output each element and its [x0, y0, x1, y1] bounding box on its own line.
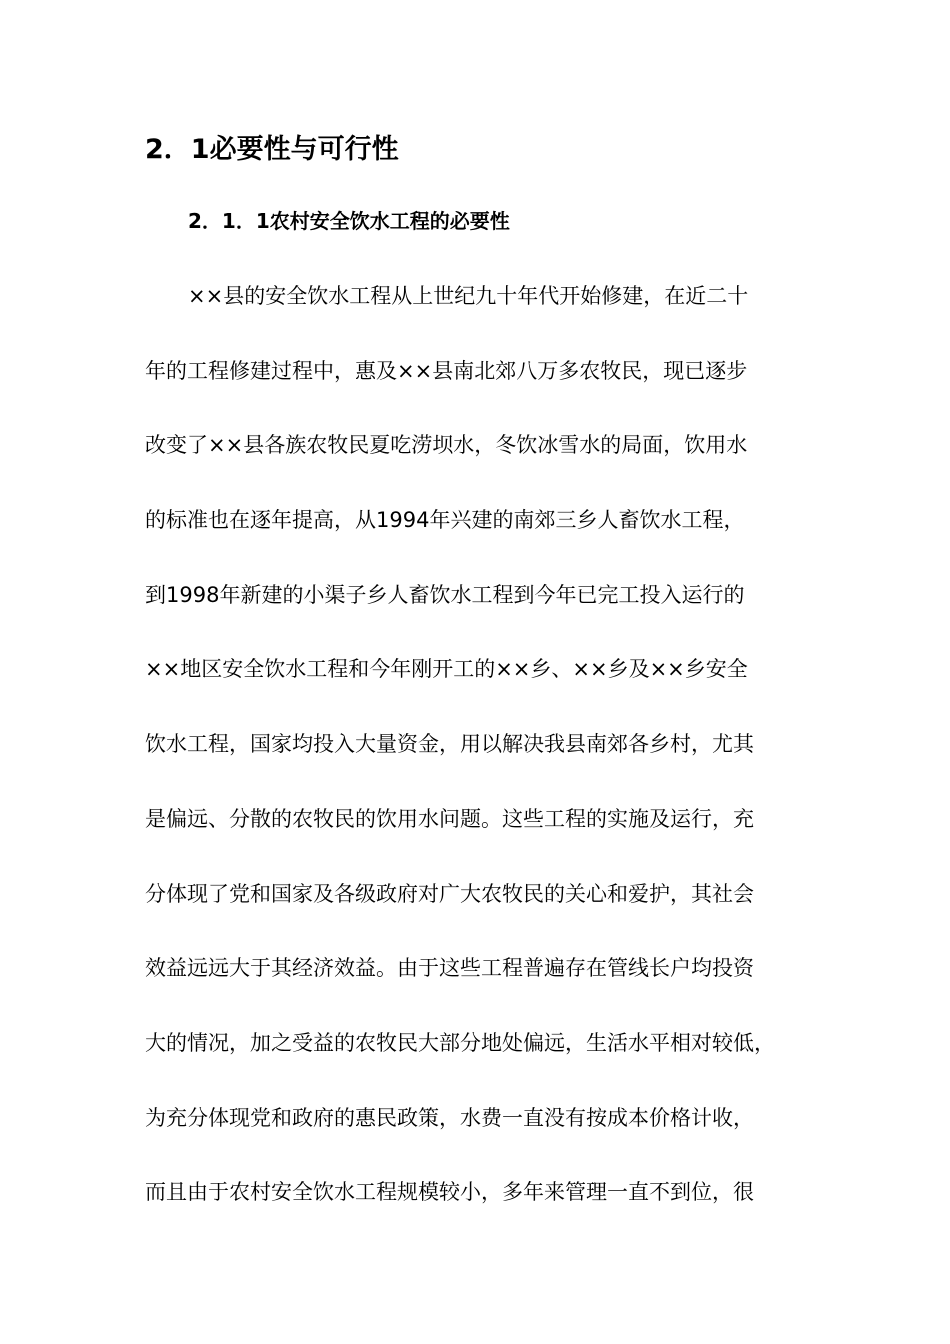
body-paragraph — [145, 271, 810, 1242]
paragraph-line: 效益远远大于其经济效益。由于这些工程普遍存在管线长户均投资 — [145, 956, 754, 981]
paragraph-line: 饮水工程，国家均投入大量资金，用以解决我县南郊各乡村，尤其 — [145, 732, 754, 757]
paragraph-line: ××县的安全饮水工程从上世纪九十年代开始修建，在近二十 — [188, 284, 749, 308]
subsection-heading: 2．1．1农村安全饮水工程的必要性 — [188, 209, 510, 233]
paragraph-line: 分体现了党和国家及各级政府对广大农牧民的关心和爱护，其社会 — [145, 881, 754, 906]
paragraph-line: 到1998年新建的小渠子乡人畜饮水工程到今年已完工投入运行的 — [145, 582, 745, 607]
paragraph-line: 是偏远、分散的农牧民的饮用水问题。这些工程的实施及运行，充 — [145, 806, 754, 831]
paragraph-line: 而且由于农村安全饮水工程规模较小，多年来管理一直不到位，很 — [145, 1180, 754, 1205]
paragraph-line: 大的情况，加之受益的农牧民大部分地处偏远，生活水平相对较低， — [145, 1030, 775, 1055]
paragraph-line: 年的工程修建过程中，惠及××县南北郊八万多农牧民，现已逐步 — [145, 358, 748, 383]
paragraph-line: 的标准也在逐年提高，从1994年兴建的南郊三乡人畜饮水工程， — [145, 508, 745, 533]
paragraph-line: 改变了××县各族农牧民夏吃涝坝水，冬饮冰雪水的局面，饮用水 — [145, 433, 748, 458]
section-heading: 2．1必要性与可行性 — [145, 134, 399, 165]
paragraph-line: 为充分体现党和政府的惠民政策，水费一直没有按成本价格计收， — [145, 1105, 754, 1130]
paragraph-line: ××地区安全饮水工程和今年刚开工的××乡、××乡及××乡安全 — [145, 657, 748, 682]
